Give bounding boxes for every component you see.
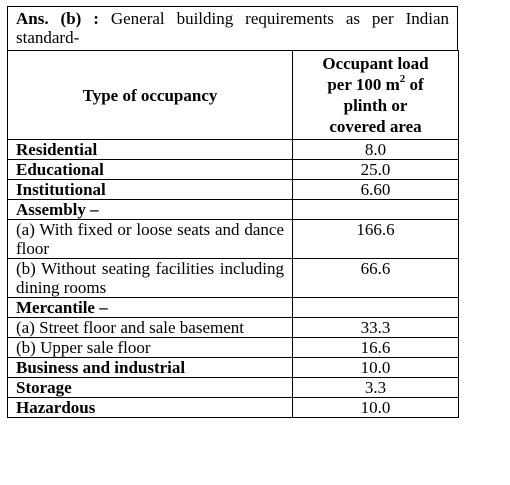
row-value: 8.0 [293, 140, 459, 160]
row-value: 10.0 [293, 358, 459, 378]
row-name: Mercantile – [8, 298, 293, 318]
row-value: 6.60 [293, 180, 459, 200]
table-header-row [8, 51, 459, 140]
answer-text: General building requirements as per Indian standard- [16, 9, 449, 47]
row-name: Business and industrial [8, 358, 293, 378]
row-name: (b) Upper sale floor [8, 338, 293, 358]
occupant-load-table [7, 50, 459, 418]
header-load-line1: Occupant load [322, 54, 429, 73]
row-name: (a) With fixed or loose seats and dance floor [8, 220, 293, 259]
row-name: (b) Without seating facilities including dining rooms [8, 259, 293, 298]
header-load-line2b: of [405, 75, 424, 94]
row-value: 25.0 [293, 160, 459, 180]
table-row [8, 220, 459, 259]
table-row [8, 180, 459, 200]
row-name: Hazardous [8, 398, 293, 418]
header-load-line2a: per 100 m [327, 75, 400, 94]
row-value: 16.6 [293, 338, 459, 358]
row-value: 66.6 [293, 259, 459, 298]
header-load-line3: plinth or [343, 96, 408, 115]
row-name: (a) Street floor and sale basement [8, 318, 293, 338]
row-value: 10.0 [293, 398, 459, 418]
row-value: 33.3 [293, 318, 459, 338]
table-row [8, 338, 459, 358]
header-load-sup: 2 [399, 73, 406, 86]
row-value [293, 200, 459, 220]
table-row [8, 140, 459, 160]
table-row [8, 378, 459, 398]
header-load-line4: covered area [329, 117, 422, 136]
answer-frame [7, 6, 458, 418]
row-value [293, 298, 459, 318]
answer-prefix: Ans. (b) : [16, 9, 99, 28]
header-type-of-occupancy: Type of occupancy [8, 51, 293, 140]
row-name: Storage [8, 378, 293, 398]
row-value: 166.6 [293, 220, 459, 259]
answer-intro [7, 6, 458, 50]
row-name: Institutional [8, 180, 293, 200]
row-name: Assembly – [8, 200, 293, 220]
row-name: Educational [8, 160, 293, 180]
row-name: Residential [8, 140, 293, 160]
table-row [8, 160, 459, 180]
table-row [8, 298, 459, 318]
table-row [8, 200, 459, 220]
header-occupant-load [293, 51, 459, 140]
table-row [8, 398, 459, 418]
table-row [8, 259, 459, 298]
table-row [8, 358, 459, 378]
row-value: 3.3 [293, 378, 459, 398]
table-row [8, 318, 459, 338]
